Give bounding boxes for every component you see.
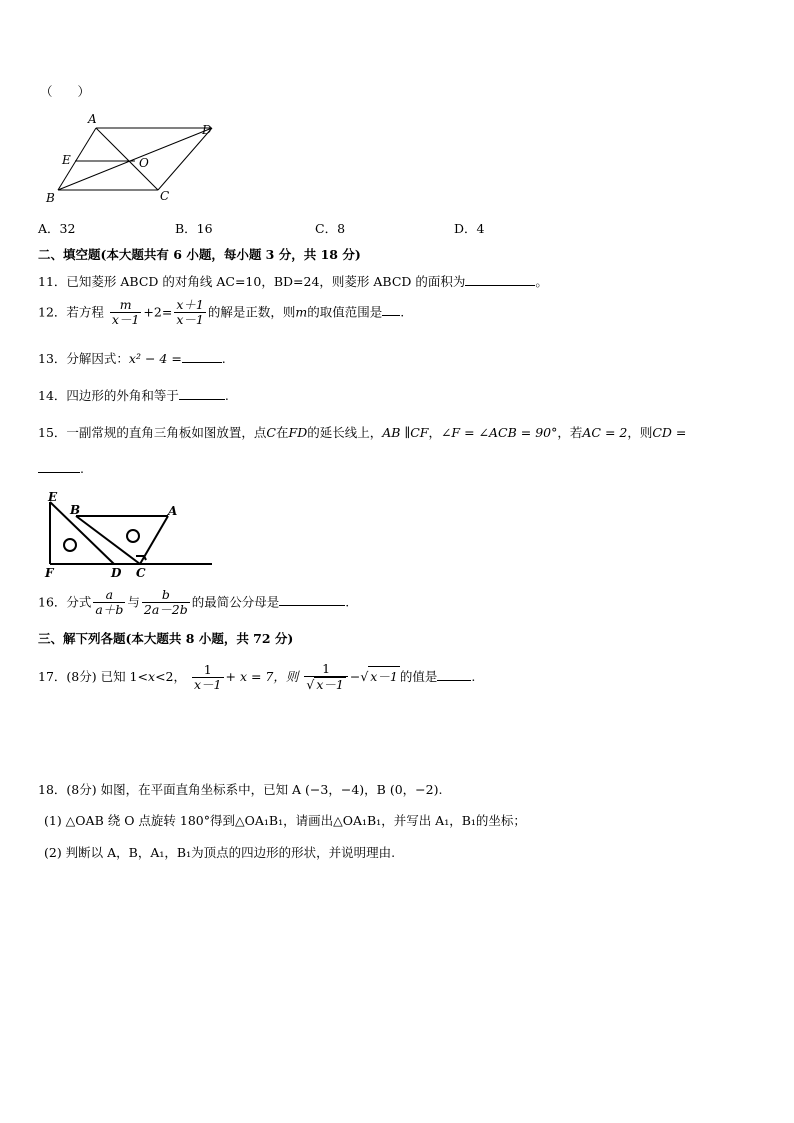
section-3-title: 三、解下列各题(本大题共 8 小题，共 72 分) [38, 631, 294, 646]
q12-f2-den: x－1 [176, 312, 204, 328]
question-13 [38, 349, 226, 367]
q15-blank [38, 460, 80, 473]
q15-end: . [80, 461, 84, 476]
q16-f2-num: b [161, 587, 170, 602]
question-18-part-2: (2) 判断以 A，B，A₁，B₁为顶点的四边形的形状，并说明理由. [44, 845, 396, 860]
label-D: D [202, 123, 212, 137]
q17-fraction-1 [192, 663, 224, 693]
q15-mid1: 在 [276, 425, 289, 440]
label-B: B [70, 503, 81, 517]
q17-plus: + x = 7，则 [225, 668, 299, 684]
q14-pre: 14．四边形的外角和等于 [38, 388, 179, 403]
q17-x: x [148, 668, 156, 684]
q17-minus: − [349, 668, 361, 684]
label-O: O [139, 156, 149, 170]
q15-fd: FD [288, 425, 308, 440]
q10-answer-paren: （ ） [40, 84, 91, 99]
q10-option-c: C．8 [315, 221, 346, 236]
q15-cd: CD = [652, 425, 687, 440]
q16-mid: 与 [127, 594, 140, 610]
figure-set-squares [40, 488, 220, 583]
q16-f1-den: a＋b [95, 602, 124, 618]
q12-post2: 的取值范围是 [307, 304, 383, 320]
question-15 [38, 423, 686, 441]
q11-text: 11．已知菱形 ABCD 的对角线 AC=10，BD=24，则菱形 ABCD 的面积为 [38, 274, 466, 289]
label-C: C [160, 189, 170, 203]
label-B: B [46, 191, 55, 205]
q16-f1-num: a [105, 587, 114, 602]
q15-angle: ∠F = ∠ACB = 90° [440, 425, 558, 440]
q10-option-d: D．4 [454, 221, 485, 236]
q16-f2-den: 2a－2b [143, 602, 188, 618]
q15-pre: 15．一副常规的直角三角板如图放置，点 [38, 425, 267, 440]
label-F: F [45, 566, 54, 580]
q17-f2-den: x－1 [316, 677, 344, 693]
q13-pre: 13．分解因式： [38, 351, 129, 366]
q13-expr: x² − 4 = [128, 351, 182, 366]
q12-post: 的解是正数，则 [207, 304, 296, 320]
q17-end: . [471, 668, 476, 684]
q12-fraction-2 [174, 298, 206, 328]
label-A: A [168, 504, 178, 518]
q10-option-a: A．32 [38, 221, 76, 236]
q15-ac: AC = 2 [582, 425, 628, 440]
q15-mid5: ，则 [627, 425, 653, 440]
question-12 [38, 298, 404, 328]
q12-var: m [295, 304, 308, 320]
q12-pre: 12．若方程 [38, 304, 104, 320]
question-17: 17．(8分) 已知 1<x<2， $\frac{1}{x-1}$ + x = 7，则 $\frac{1}{√ x-1}$ −√ x－1 的值是 . [38, 661, 476, 693]
q13-blank [182, 350, 222, 363]
q15-mid2: 的延长线上， [307, 425, 383, 440]
q17-f2-num: 1 [322, 661, 331, 676]
q17-fraction-2 [304, 662, 347, 693]
figure-parallelogram [40, 108, 230, 208]
question-18: 18．(8分) 如图，在平面直角坐标系中，已知 A (−3，−4)，B (0，−2). [38, 782, 443, 797]
q15-c: C [266, 425, 276, 440]
q17-lt2: <2， [155, 668, 186, 684]
q15-mid4: ，若 [557, 425, 583, 440]
q17-f2-den-wrap: √ x－1 [304, 676, 347, 692]
q12-end: . [400, 304, 405, 320]
question-14 [38, 386, 229, 404]
q17-f1-den: x－1 [193, 676, 222, 692]
section-2-title: 二、填空题(本大题共有 6 小题，每小题 3 分，共 18 分) [38, 247, 361, 262]
q17-blank [437, 668, 471, 681]
q16-end: . [345, 594, 350, 610]
q12-f2-num: x＋1 [176, 297, 204, 312]
q12-blank [382, 303, 400, 316]
q12-f1-num: m [119, 297, 132, 312]
q16-fraction-1 [93, 588, 125, 618]
label-A: A [88, 112, 97, 126]
q15-mid3: ， [428, 425, 441, 440]
q11-end: 。 [535, 274, 548, 289]
q16-post: 的最简公分母是 [191, 594, 280, 610]
q13-end: . [221, 351, 226, 366]
q14-blank [179, 387, 225, 400]
label-D: D [111, 566, 122, 580]
q10-option-b: B．16 [175, 221, 213, 236]
q17-f1-num: 1 [203, 661, 212, 677]
q17-sqrt: x－1 [368, 666, 400, 685]
question-16 [38, 588, 349, 618]
q15-answer-line [38, 460, 84, 476]
q16-fraction-2 [142, 588, 190, 618]
question-11 [38, 272, 548, 290]
label-C: C [136, 566, 146, 580]
q15-parallel: AB ∥CF [382, 425, 429, 440]
question-18-part-1: (1) △OAB 绕 O 点旋转 180°得到△OA₁B₁，请画出△OA₁B₁，并写出 A₁，B₁的坐标； [44, 813, 526, 828]
label-E: E [48, 490, 58, 504]
q14-end: . [224, 388, 229, 403]
q16-blank [279, 593, 345, 606]
q12-f1-den: x－1 [111, 312, 140, 328]
q17-post: 的值是 [399, 668, 438, 684]
q17-pre: 17．(8分) 已知 1< [38, 668, 148, 684]
q16-pre: 16．分式 [38, 594, 92, 610]
q12-fraction-1 [110, 298, 142, 328]
q11-blank [465, 273, 535, 286]
q12-mid: +2= [143, 304, 173, 320]
label-E: E [62, 153, 71, 167]
